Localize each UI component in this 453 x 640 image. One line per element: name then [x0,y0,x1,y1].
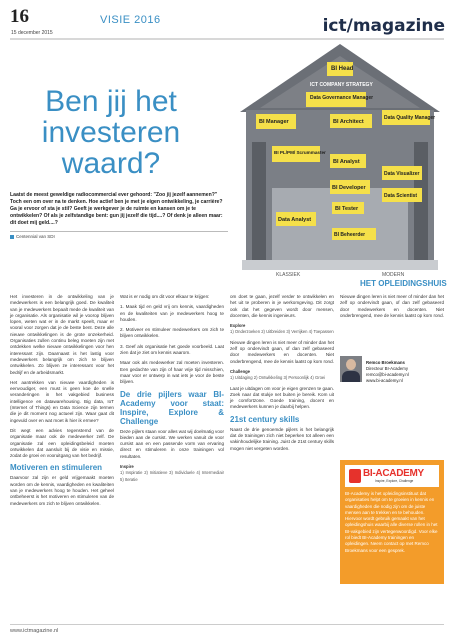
paragraph: Het investeren in de ontwikkeling van je medewerkers is een belangrijk goed. De kwaliteit van je medewerkers bepaalt mede de kwaliteit van je organisatie. Als organisatie wil je voorop blijven lopen, weten wat er in de markt speelt, maar er vooral voor zorgen dat je de beste bent. Deze alle nieuwe ontwikkelingen is de grote onzekerheid. Organisaties zullen continu beleg moeten zijn met ontdekken welke nieuwe ontwikkelingen voor hen interessant zijn. Daarnaast is het lastig voor medewerkers belangrijk om zich te blijven ontwikkelen. Zo blijven ze interessant voor het bedrijf en de arbeidsmarkt. [10,294,114,375]
challenge-title: Challenge [230,368,251,374]
list-item: 2. Motiveer en stimuleer medewerkers om zich te blijven ontwikkelen. [120,327,224,339]
opleidingshuis-diagram [232,42,448,288]
role-label-data-analyst: Data Analyst [278,217,312,223]
paragraph: Wat is er nodig om dit voor elkaar te krijgen: [120,294,210,299]
article-column-4 [340,294,444,354]
role-label-scrum: BI PL/PM/ Scrummaster [274,150,326,155]
paragraph: om doet te gaan, jezelf verder te ontwikkelen en het uit te proberen in je werkomgeving. Dit zorgt ook dat het gegeven wordt door mensen, docenten, die kennis ingenieurs. [230,294,334,318]
author-info [366,360,409,384]
image-caption [10,231,228,239]
author-title: Directeur BI-Academy [366,366,409,371]
logo-mark-icon [349,469,361,483]
author-web[interactable]: www.bi-academy.nl [366,378,403,383]
logo-text: BI-ACADEMY [363,468,424,479]
author-email[interactable]: remco@bi-academy.nl [366,372,409,377]
explore-text: 1) Onderzoeken 2) Uitbreiden 3) Verrijken 4) Toepassen [230,329,334,335]
diagram-left-label: KLASSIEK [276,272,301,278]
role-label-visualizer: Data Visualizer [384,171,420,177]
role-label-developer: BI Developer [332,185,366,191]
promo-text: BI-Academy is het opleidingsinstituut dat organisaties helpt om te groeien in kennis en vaardigheden die nodig zijn om de juiste mensen aan te trekken en te behouden. Hiervoor wordt gebruik gemaakt van het opleidingshuis waarbij alle diverse rollen in het BI-vakgebied zijn vertegenwoordigd. Voor elke rol biedt BI-Academy trainingen en opleidingen. Neem contact op met Remco Broekmans voor een gesprek. [345,491,438,553]
paragraph: Naast de drie genoemde pijlers is het belangrijk dat de trainingen zich niet beperken tot alleen een vakinhoudelijke training. Juist de 21st century skills mogen niet vergeten worden. [230,426,334,451]
explore-box [230,323,334,336]
bi-academy-promo [340,460,444,584]
article-column-1 [10,294,114,511]
footer-url[interactable]: www.ictmagazine.nl [10,628,59,634]
challenge-box [230,369,334,382]
inspire-title: Inspire [120,464,134,470]
inspire-box [120,464,224,483]
role-label-beheerder: BI Beheerder [334,232,366,238]
list-item: 3. Geef als organisatie het goede voorbeeld. Laat zien dat je ziet om kennis waarom. [120,343,224,356]
inspire-text: 1) Inspiratie 2) Initiatieve 3) Individuele 4) Intermediair 5) Iteratie [120,470,224,482]
role-label-bi-head: BI Head [331,66,354,72]
issue-date: 15 december 2015 [11,30,53,36]
magazine-logo [323,16,445,36]
role-label-tester: BI Tester [335,206,359,212]
author-profile [340,356,444,412]
subheading-motiveren: Motiveren en stimuleren [10,463,103,473]
paragraph: Deze pijlers staan voor alles wat wij doelmatig voor bieden aan de cursist. We werken vanuit de voor cursist aan en een passende vorm van ervaring direct en stimuleren in onze trainingen vol resultaten. [120,428,224,459]
list-item: 1. Maak tijd en geld vrij om kennis, vaardigheden en de kwaliteiten van je medewerkers hoog te houden. [120,304,224,322]
article-headline: Ben jij het investeren waard? [41,85,181,180]
magazine-name: ict/magazine [322,16,445,36]
avatar [340,356,362,382]
paragraph: Maar ook als medewerker zal moeten investeren. Een gedachte van zijn of haar vrije tijd misschien, maar voor er ontwerp in wat iets je voor de beste blijven. [120,360,224,385]
role-label-dgm: Data Governance Manager [310,95,374,101]
diagram-title: HET OPLEIDINGSHUIS [360,279,447,288]
article-intro: Laatst de meest geweldige radiocommercial ever gehoord: "Zoo jij jezelf aannemen?" Toch een om over na te denken. Hoe actief ben je met je eigen ontwikkeling, je carrière? Ga je ervoor of sta je stil? Geeft je werkgever je de ruimte en kansen om je te ontwikkelen? Of als je zelfstandige bent: gun jij jezelf die tijd....? Of denk je alleen maar: dit doet mij geld....? [10,192,223,226]
role-label-bi-manager: BI Manager [259,119,289,125]
logo-subtext: Inspire, Explore, Challenge [375,479,414,483]
house-foundation [242,260,438,270]
bi-academy-logo [345,465,439,487]
subheading-pijlers: De drie pijlers waar BI-Academy voor staat: Inspire, Explore & Challenge [120,389,224,426]
article-column-2 [120,294,224,487]
footer-divider [10,624,444,625]
diagram-right-label: MODERN [382,272,405,278]
article-column-3 [230,294,334,456]
explore-title: Explore [230,323,246,329]
paragraph: Daarvoor zal zijn er geld vrijgemaakt moeten worden om de kennis, vaardigheden en kwaliteiten van je medewerkers hoog te houden. Het geheel ontbeheerst is het motiveren en stimuleren van de medewerkers om zich te blijven ontwikkelen. [10,475,114,506]
caption-square-icon [10,235,14,239]
paragraph: Nieuwe dingen leren is niet meer of minder dan het zelf op ondervindt gaan, of dan zelf gebaseerd door medewerkers en docenten. Niet onderbrengend, mee de kennis laatst op kom rond. [340,294,444,318]
subheading-skills: 21st century skills [230,414,300,424]
paragraph: Het aantrekken van nieuwe vaardigheden is eenvoudiger, een must is geen koe de snelle veranderingen in het vakgebied business intelligence en datawarehousing. Big data, IoT (Internet of Things) en Data Science zijn termen die je dit moment nog actueel zijn. Waar gaat dit ingevuld over en wat moet ik hier ik ermee? [10,379,114,423]
role-label-scientist: Data Scientist [384,193,418,199]
role-label-dqm: Data Quality Manager [384,115,436,121]
role-label-architect: BI Architect [333,119,364,125]
diagram-strategy-label: ICT COMPANY STRATEGY [310,82,373,88]
paragraph: Laat je uitdagen om voor je eigen grenzen te gaan. Zoek naar dat stukje net buiten je bereik. Kom uit je comfortzone. Goede training, docent en medewerkers kunnen je daarbij helpen. [230,385,334,410]
header-divider [10,38,444,40]
role-label-bi-analyst: BI Analyst [333,159,360,165]
caption-text: Centennial van SDI [16,234,55,239]
paragraph: Dit wegt een advies tegenstemd van de organisatie maar ook de medewerker zelf. De organisatie zal een opleidingsbeleid moeten ontwikkelen dat aansluit bij de visie en missie, zodat de groei en vooruitgang van het bedrijf. [10,427,114,459]
pillar-left [252,142,266,260]
page-number: 16 [10,6,29,27]
paragraph: Nieuwe dingen leren is niet meer of minder dan het zelf op ondervindt gaan, of dan zelf gebaseerd door medewerkers en docenten. Niet onderbrengend, mee de kennis laatst op kom rond. [230,339,334,364]
challenge-text: 1) Uitdaging 2) Ontwikkeling 3) Persoonlijk 4) Groei [230,375,326,381]
section-title: VISIE 2016 [100,14,161,26]
author-name: Remco Broekmans [366,360,405,365]
